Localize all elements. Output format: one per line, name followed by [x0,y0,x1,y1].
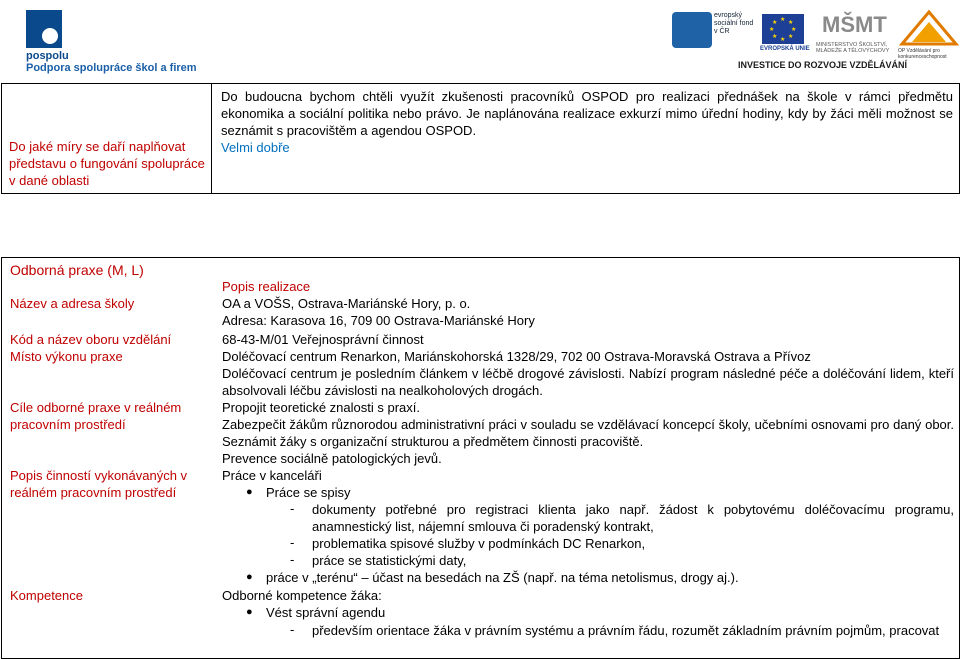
esf-logo [672,12,712,48]
kompetence-heading: Odborné kompetence žáka: [222,588,382,603]
op-vk-logo [900,10,958,46]
praxe-table [1,257,960,659]
vest-spravni-agendu: Vést správní agendu [266,605,386,620]
dash-icon: - [290,501,295,516]
label-popis-cinnosti: Popis činností vykonávaných v reálném pracovním prostředí [10,468,188,500]
spisy-item-1: dokumenty potřebné pro registraci klienta jako např. žádost k pobytovému doléčovacímu programu, anamnestický list, nájemní smlouva či poradenský kontrakt, [312,502,954,534]
cile-item-2: Zabezpečit žákům různorodou administrativní práci v souladu se vzdělávací koncepcí školy, učebními osnovami pro daný obor. Seznámit žáky s organizační strukturou a předmětem činnosti pracoviště. [222,417,954,449]
cile-item-1: Propojit teoretické znalosti s praxí. [222,400,420,415]
kompetence-item-1: především orientace žáka v právním systému a právním řádu, rozumět základním právním pojmům, pracovat [312,623,940,638]
op-vk-logo-text: OP Vzdělávání pro konkurenceschopnost [898,48,947,60]
label-nazev-skoly: Název a adresa školy [10,296,135,311]
pospolu-logo-subtitle: Podpora spolupráce škol a firem [26,62,197,74]
evaluation-table [1,83,960,194]
eu-logo-text: EVROPSKÁ UNIE [760,46,810,52]
label-cile-praxe: Cíle odborné praxe v reálném pracovním prostředí [10,400,182,432]
bullet-icon: ● [246,486,253,498]
dash-icon: - [290,552,295,567]
evaluation-rating: Velmi dobře [221,140,290,155]
prace-se-spisy: Práce se spisy [266,485,351,500]
prace-v-kancelari: Práce v kanceláři [222,468,322,483]
cile-item-3: Prevence sociálně patologických jevů. [222,451,442,466]
label-kod-oboru: Kód a název oboru vzdělání [10,332,172,347]
bullet-icon: ● [246,571,253,583]
esf-logo-text: evropský sociální fond v ČR [714,12,754,35]
dash-icon: - [290,535,295,550]
label-kompetence: Kompetence [10,588,83,603]
evaluation-question: Do jaké míry se daří naplňovat představu o fungování spolupráce v dané oblasti [9,139,205,188]
spisy-item-2: problematika spisové služby v podmínkách DC Renarkon, [312,536,646,551]
bullet-icon: ● [246,606,253,618]
dash-icon: - [290,622,295,637]
msmt-logo-text: MINISTERSTVO ŠKOLSTVÍ, MLÁDEŽE A TĚLOVÝCHOVY [816,42,890,54]
evaluation-content [221,88,953,156]
pospolu-logo-mark [26,10,62,48]
popis-realizace-heading: Popis realizace [222,279,311,294]
obor-value: 68-43-M/01 Veřejnosprávní činnost [222,332,424,347]
school-name: OA a VOŠS, Ostrava-Mariánské Hory, p. o. [222,296,471,311]
svg-text:MŠMT: MŠMT [822,12,887,37]
funding-logos [672,8,958,74]
msmt-logo [820,8,887,38]
spisy-item-3: práce se statistickými daty, [312,553,467,568]
pospolu-logo-word: pospolu [26,50,69,62]
misto-description: Doléčovací centrum je posledním článkem v léčbě drogové závislosti. Nabízí program následné péče a doléčování lidem, kteří absolvovali léčbu závislosti na nealkoholových drogách. [222,366,954,398]
school-address: Adresa: Karasova 16, 709 00 Ostrava-Mariánské Hory [222,313,535,328]
investice-slogan: INVESTICE DO ROZVOJE VZDĚLÁVÁNÍ [738,60,908,70]
evaluation-text: Do budoucna bychom chtěli využít zkušenosti pracovníků OSPOD pro realizaci přednášek na škole v rámci předmětu ekonomika a sociální politika nebo právo. Je naplánována realizace exkurzí mimo úřední hodiny, kdy by žáci měli možnost se seznámit s pracovištěm a agendou OSPOD. [221,89,953,138]
eu-flag-logo: ★ ★ ★ ★ ★ ★ ★ ★ [762,14,804,44]
evaluation-label-cell [2,84,212,193]
prace-v-terenu: práce v „terénu“ – účast na besedách na ZŠ (např. na téma netolismus, drogy aj.). [266,570,739,585]
section-title: Odborná praxe (M, L) [10,262,144,278]
label-misto-praxe: Místo výkonu praxe [10,349,123,364]
misto-address: Doléčovací centrum Renarkon, Mariánskohorská 1328/29, 702 00 Ostrava-Moravská Ostrava a Přívoz [222,349,811,364]
pospolu-logo [18,10,197,74]
